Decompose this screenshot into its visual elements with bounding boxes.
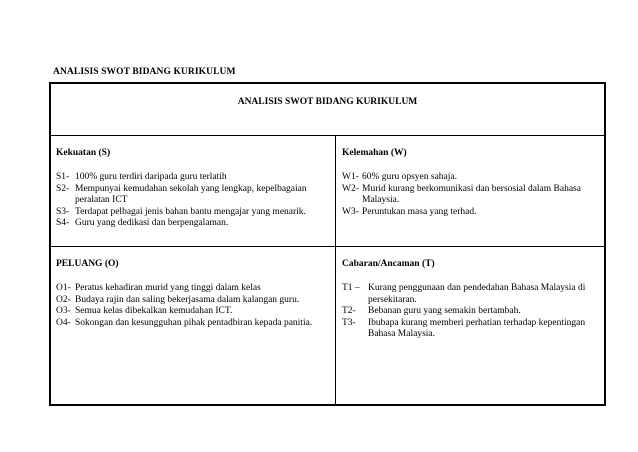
list-item [342, 306, 600, 318]
weaknesses-heading: Kelemahan (W) [342, 148, 407, 158]
item-text: Kurang penggunaan dan pendedahan Bahasa Malaysia di persekitaran. [368, 283, 586, 305]
item-code: W3- [342, 206, 359, 217]
opportunities-heading: PELUANG (O) [56, 259, 119, 269]
item-code: O2- [56, 294, 71, 305]
opportunities-cell [51, 247, 336, 404]
item-text: 60% guru opsyen sahaja. [362, 172, 457, 182]
list-item [56, 207, 331, 219]
table-header-row [51, 84, 604, 136]
swot-table [49, 82, 606, 406]
list-item [342, 184, 600, 207]
table-header-title: ANALISIS SWOT BIDANG KURIKULUM [237, 97, 418, 107]
item-code: O4- [56, 317, 71, 328]
document-title: ANALISIS SWOT BIDANG KURIKULUM [53, 67, 236, 77]
item-code: S4- [56, 218, 70, 229]
list-item [56, 306, 331, 318]
item-text: Bebanan guru yang semakin bertambah. [368, 306, 521, 317]
list-item [56, 184, 331, 207]
list-item [342, 318, 600, 341]
weaknesses-cell [336, 136, 604, 246]
strengths-heading: Kekuatan (S) [56, 148, 111, 158]
item-code: S1- [56, 172, 70, 182]
item-text: Mempunyai kemudahan sekolah yang lengkap, kepelbagaian peralatan ICT [75, 183, 307, 206]
table-row [51, 136, 604, 247]
item-text: Guru yang dedikasi dan berpengalaman. [75, 218, 229, 229]
table-row [51, 247, 604, 404]
weaknesses-list [342, 172, 600, 218]
item-code: O3- [56, 306, 71, 317]
list-item [56, 318, 331, 330]
opportunities-list [56, 283, 331, 329]
threats-list [342, 283, 600, 341]
list-item [56, 283, 331, 295]
item-code: T2- [342, 306, 356, 317]
list-item [342, 207, 600, 219]
item-code: W2- [342, 183, 359, 194]
item-code: T1 – [342, 283, 360, 293]
item-text: Ibubapa kurang memberi perhatian terhadap kepentingan Bahasa Malaysia. [368, 317, 586, 340]
list-item [56, 218, 331, 230]
list-item [56, 172, 331, 184]
item-text: Murid kurang berkomunikasi dan bersosial dalam Bahasa Malaysia. [362, 183, 581, 206]
item-code: O1- [56, 283, 71, 293]
item-code: W1- [342, 172, 359, 182]
item-code: S3- [56, 206, 70, 217]
item-code: T3- [342, 317, 356, 328]
item-text: Terdapat pelbagai jenis bahan bantu mengajar yang menarik. [75, 206, 306, 217]
item-text: Budaya rajin dan saling bekerjasama dalam kalangan guru. [75, 294, 300, 305]
strengths-list [56, 172, 331, 230]
threats-cell [336, 247, 604, 404]
list-item [56, 295, 331, 307]
item-code: S2- [56, 183, 70, 194]
list-item [342, 172, 600, 184]
threats-heading: Cabaran/Ancaman (T) [342, 259, 435, 269]
item-text: 100% guru terdiri daripada guru terlatih [75, 172, 227, 182]
item-text: Peruntukan masa yang terhad. [362, 206, 477, 217]
list-item [342, 283, 600, 306]
item-text: Sokongan dan kesungguhan pihak pentadbiran kepada panitia. [75, 317, 313, 328]
item-text: Semua kelas dibekalkan kemudahan ICT. [75, 306, 233, 317]
strengths-cell [51, 136, 336, 246]
item-text: Peratus kehadiran murid yang tinggi dalam kelas [75, 283, 261, 293]
